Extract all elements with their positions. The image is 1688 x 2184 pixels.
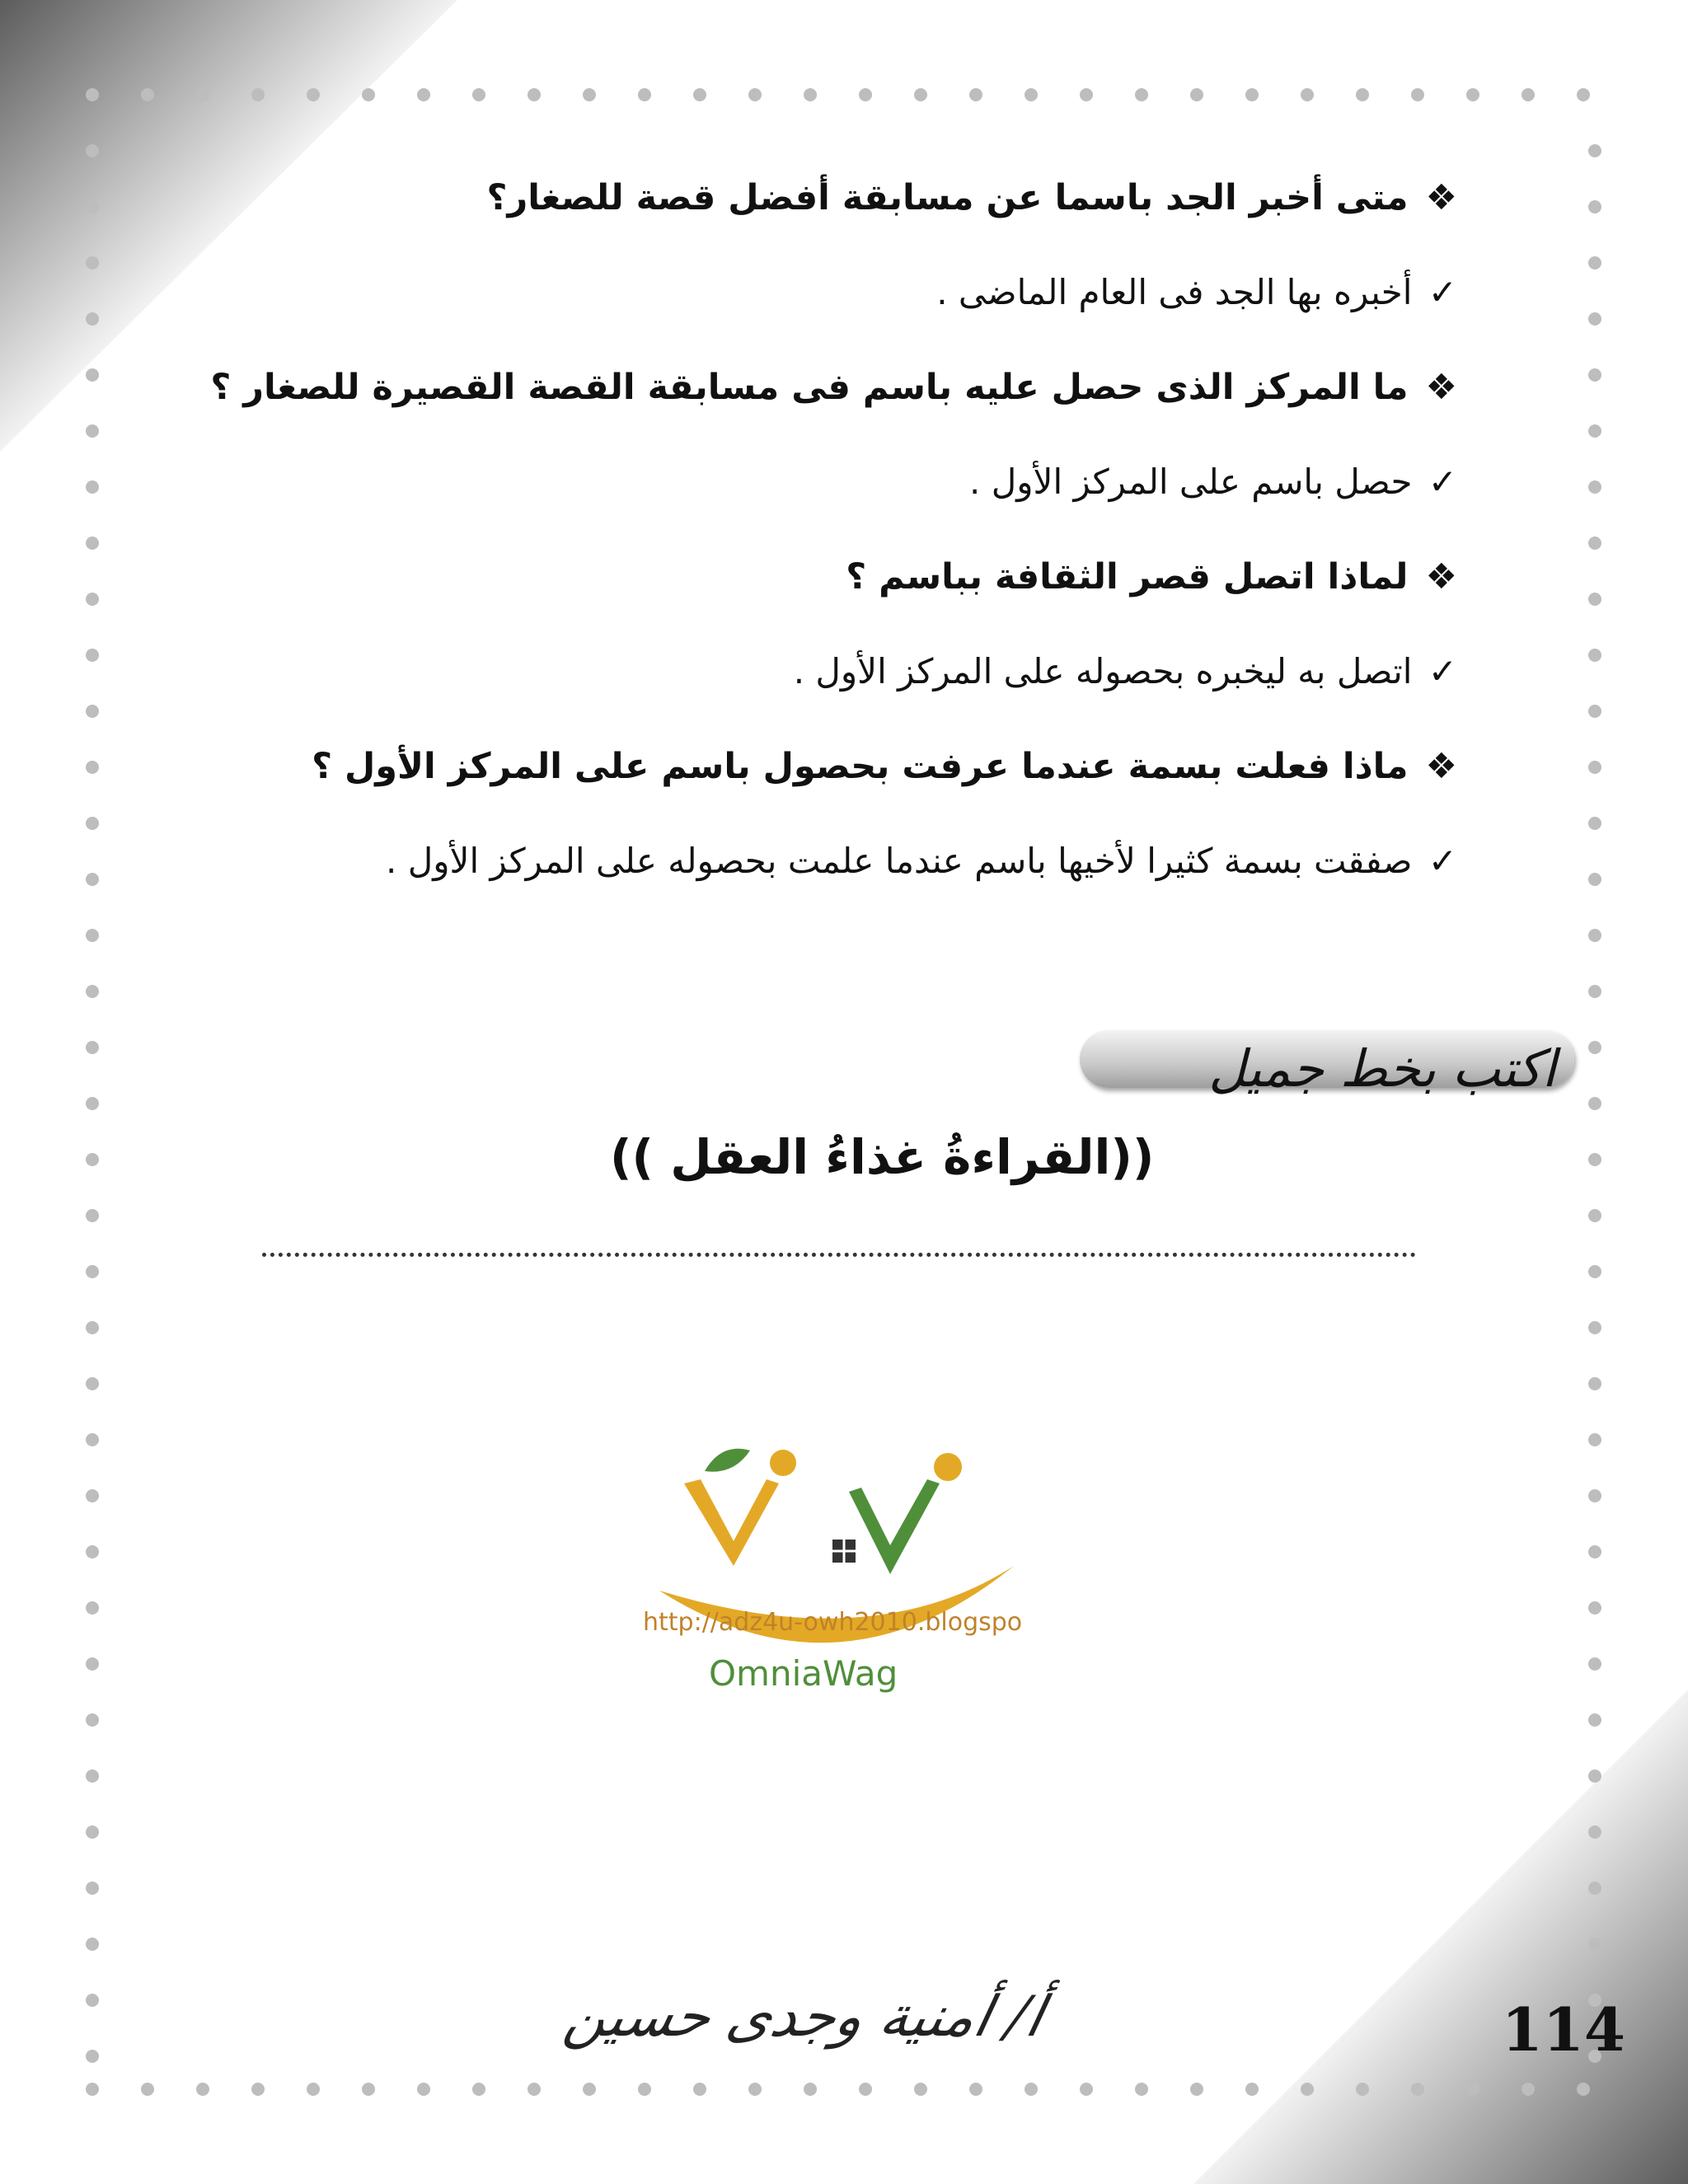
border-dot bbox=[196, 88, 209, 101]
border-dot bbox=[86, 1882, 99, 1895]
border-dot bbox=[914, 88, 927, 101]
border-dot bbox=[1135, 88, 1148, 101]
border-dot bbox=[86, 873, 99, 886]
border-dot bbox=[1588, 480, 1601, 494]
border-dot bbox=[859, 2083, 872, 2096]
border-dot bbox=[583, 2083, 596, 2096]
border-dot bbox=[1588, 1433, 1601, 1446]
border-dot bbox=[1025, 2083, 1038, 2096]
border-dot bbox=[1588, 1713, 1601, 1727]
border-dot bbox=[86, 200, 99, 213]
border-dot bbox=[583, 88, 596, 101]
border-dot bbox=[1588, 985, 1601, 998]
checkmark-icon: ✓ bbox=[1428, 272, 1457, 312]
border-dot bbox=[362, 88, 375, 101]
answer-line bbox=[969, 462, 1457, 502]
answer-text: أخبره بها الجد فى العام الماضى . bbox=[936, 272, 1413, 312]
writing-dotted-line bbox=[262, 1253, 1416, 1257]
border-dot bbox=[417, 88, 430, 101]
page-number: 114 bbox=[1501, 1994, 1625, 2064]
logo-leaf-icon bbox=[705, 1449, 750, 1472]
border-dot bbox=[1588, 256, 1601, 269]
border-dot bbox=[1411, 88, 1424, 101]
border-dot bbox=[1411, 2083, 1424, 2096]
border-dot bbox=[1588, 705, 1601, 718]
border-dot bbox=[804, 88, 817, 101]
border-dot bbox=[1588, 1938, 1601, 1951]
question-text: ما المركز الذى حصل عليه باسم فى مسابقة القصة القصيرة للصغار ؟ bbox=[210, 367, 1409, 408]
border-dot bbox=[1588, 1545, 1601, 1558]
logo-figure-green-icon bbox=[849, 1479, 940, 1574]
border-dot bbox=[1588, 537, 1601, 550]
border-dot bbox=[86, 1769, 99, 1783]
border-dot bbox=[1588, 1601, 1601, 1615]
border-dot bbox=[472, 2083, 485, 2096]
border-dot bbox=[1588, 1769, 1601, 1783]
border-dot bbox=[1080, 88, 1093, 101]
border-dot bbox=[638, 88, 651, 101]
border-dot bbox=[693, 88, 706, 101]
diamond-bullet-icon: ❖ bbox=[1425, 177, 1457, 218]
border-dot bbox=[748, 2083, 762, 2096]
border-dot bbox=[86, 1489, 99, 1502]
border-dot bbox=[86, 1265, 99, 1278]
border-dot bbox=[1301, 2083, 1314, 2096]
border-dot bbox=[693, 2083, 706, 2096]
border-dot bbox=[472, 88, 485, 101]
question-line bbox=[487, 177, 1457, 218]
border-dot bbox=[86, 985, 99, 998]
border-dot bbox=[1577, 88, 1590, 101]
border-dot bbox=[1025, 88, 1038, 101]
border-dot bbox=[417, 2083, 430, 2096]
border-dot bbox=[141, 88, 154, 101]
writing-heading: اكتب بخط جميل bbox=[1208, 1038, 1556, 1099]
border-dot bbox=[307, 2083, 320, 2096]
border-dot bbox=[1588, 649, 1601, 662]
border-dot bbox=[969, 2083, 982, 2096]
border-dot bbox=[1588, 1265, 1601, 1278]
border-dot bbox=[86, 1433, 99, 1446]
border-dot bbox=[86, 88, 99, 101]
border-dot bbox=[1135, 2083, 1148, 2096]
question-text: ماذا فعلت بسمة عندما عرفت بحصول باسم على المركز الأول ؟ bbox=[312, 746, 1409, 787]
checkmark-icon: ✓ bbox=[1428, 651, 1457, 691]
border-dot bbox=[86, 2083, 99, 2096]
border-dot bbox=[86, 1713, 99, 1727]
border-dot bbox=[1301, 88, 1314, 101]
border-dot bbox=[86, 480, 99, 494]
checkmark-icon: ✓ bbox=[1428, 841, 1457, 881]
border-dot bbox=[86, 1601, 99, 1615]
answer-line bbox=[794, 651, 1457, 691]
border-dot bbox=[1190, 2083, 1203, 2096]
border-dot bbox=[86, 424, 99, 438]
answer-text: صفقت بسمة كثيرا لأخيها باسم عندما علمت بحصوله على المركز الأول . bbox=[386, 841, 1413, 881]
border-dot bbox=[86, 1994, 99, 2007]
border-dot bbox=[1588, 1321, 1601, 1334]
border-dot bbox=[1588, 424, 1601, 438]
border-dot bbox=[86, 1153, 99, 1166]
diamond-bullet-icon: ❖ bbox=[1425, 746, 1457, 787]
border-dot bbox=[86, 537, 99, 550]
logo-head-icon bbox=[934, 1453, 962, 1481]
border-dot bbox=[528, 2083, 541, 2096]
border-dot bbox=[86, 368, 99, 382]
logo-head-icon bbox=[770, 1450, 796, 1476]
border-dot bbox=[1588, 1097, 1601, 1110]
border-dot bbox=[1588, 368, 1601, 382]
border-dot bbox=[1588, 144, 1601, 157]
border-dot bbox=[1466, 2083, 1479, 2096]
border-dot bbox=[86, 761, 99, 774]
question-line bbox=[312, 746, 1457, 787]
border-dot bbox=[1588, 1209, 1601, 1222]
border-dot bbox=[1466, 88, 1479, 101]
border-dot bbox=[1522, 2083, 1535, 2096]
border-dot bbox=[1588, 593, 1601, 606]
border-dot bbox=[86, 144, 99, 157]
border-dot bbox=[1588, 817, 1601, 830]
border-dot bbox=[528, 88, 541, 101]
border-dot bbox=[362, 2083, 375, 2096]
border-dot bbox=[196, 2083, 209, 2096]
border-dot bbox=[804, 2083, 817, 2096]
border-dot bbox=[1190, 88, 1203, 101]
logo-brand-text: OmniaWag bbox=[709, 1653, 898, 1694]
border-dot bbox=[1522, 88, 1535, 101]
border-dot bbox=[1588, 1377, 1601, 1390]
border-dot bbox=[748, 88, 762, 101]
question-line bbox=[846, 556, 1457, 598]
border-dot bbox=[86, 256, 99, 269]
border-dot bbox=[1588, 1882, 1601, 1895]
border-dot bbox=[86, 1097, 99, 1110]
border-dot bbox=[251, 2083, 265, 2096]
border-dot bbox=[251, 88, 265, 101]
border-dot bbox=[86, 1041, 99, 1054]
border-dot bbox=[86, 593, 99, 606]
logo-figure-yellow-icon bbox=[684, 1479, 779, 1566]
border-dot bbox=[86, 2050, 99, 2063]
writing-phrase: ((القراءةُ غذاءُ العقل )) bbox=[610, 1129, 1155, 1185]
logo-url-text: http://adz4u-owh2010.blogspo bbox=[643, 1608, 1023, 1637]
svg-text:أ/ أمنية وجدى حسين: أ/ أمنية وجدى حسين bbox=[559, 1984, 1050, 2050]
border-dot bbox=[1588, 312, 1601, 326]
answer-line bbox=[936, 272, 1457, 312]
answer-line bbox=[386, 841, 1457, 881]
border-dot bbox=[1588, 1825, 1601, 1839]
border-dot bbox=[914, 2083, 927, 2096]
border-dot bbox=[1577, 2083, 1590, 2096]
border-dot bbox=[1588, 1489, 1601, 1502]
border-dot bbox=[86, 929, 99, 942]
border-dot bbox=[1588, 1041, 1601, 1054]
question-text: لماذا اتصل قصر الثقافة بباسم ؟ bbox=[846, 556, 1409, 598]
border-dot bbox=[86, 1825, 99, 1839]
border-dot bbox=[1245, 2083, 1259, 2096]
diamond-bullet-icon: ❖ bbox=[1425, 367, 1457, 408]
border-dot bbox=[1588, 929, 1601, 942]
border-dot bbox=[86, 1377, 99, 1390]
border-dot bbox=[1588, 1153, 1601, 1166]
border-dot bbox=[1080, 2083, 1093, 2096]
border-dot bbox=[1356, 2083, 1369, 2096]
border-dot bbox=[86, 649, 99, 662]
border-dot bbox=[638, 2083, 651, 2096]
border-dot bbox=[86, 1657, 99, 1671]
border-dot bbox=[1588, 200, 1601, 213]
border-dot bbox=[86, 705, 99, 718]
border-dot bbox=[969, 88, 982, 101]
border-dot bbox=[1588, 873, 1601, 886]
border-dot bbox=[86, 817, 99, 830]
diamond-bullet-icon: ❖ bbox=[1425, 556, 1457, 598]
border-dot bbox=[86, 1938, 99, 1951]
border-dot bbox=[1356, 88, 1369, 101]
question-line bbox=[210, 367, 1457, 408]
answer-text: اتصل به ليخبره بحصوله على المركز الأول . bbox=[793, 651, 1413, 691]
border-dot bbox=[86, 1209, 99, 1222]
border-dot bbox=[141, 2083, 154, 2096]
border-dot bbox=[1588, 761, 1601, 774]
logo-watermark bbox=[626, 1434, 1088, 1714]
answer-text: حصل باسم على المركز الأول . bbox=[969, 462, 1413, 502]
border-dot bbox=[86, 312, 99, 326]
border-dot bbox=[86, 1321, 99, 1334]
checkmark-icon: ✓ bbox=[1428, 462, 1457, 502]
border-dot bbox=[86, 1545, 99, 1558]
question-text: متى أخبر الجد باسما عن مسابقة أفضل قصة للصغار؟ bbox=[486, 177, 1409, 218]
border-dot bbox=[307, 88, 320, 101]
border-dot bbox=[1245, 88, 1259, 101]
border-dot bbox=[859, 88, 872, 101]
border-dot bbox=[1588, 1657, 1601, 1671]
author-signature bbox=[132, 1966, 1050, 2064]
